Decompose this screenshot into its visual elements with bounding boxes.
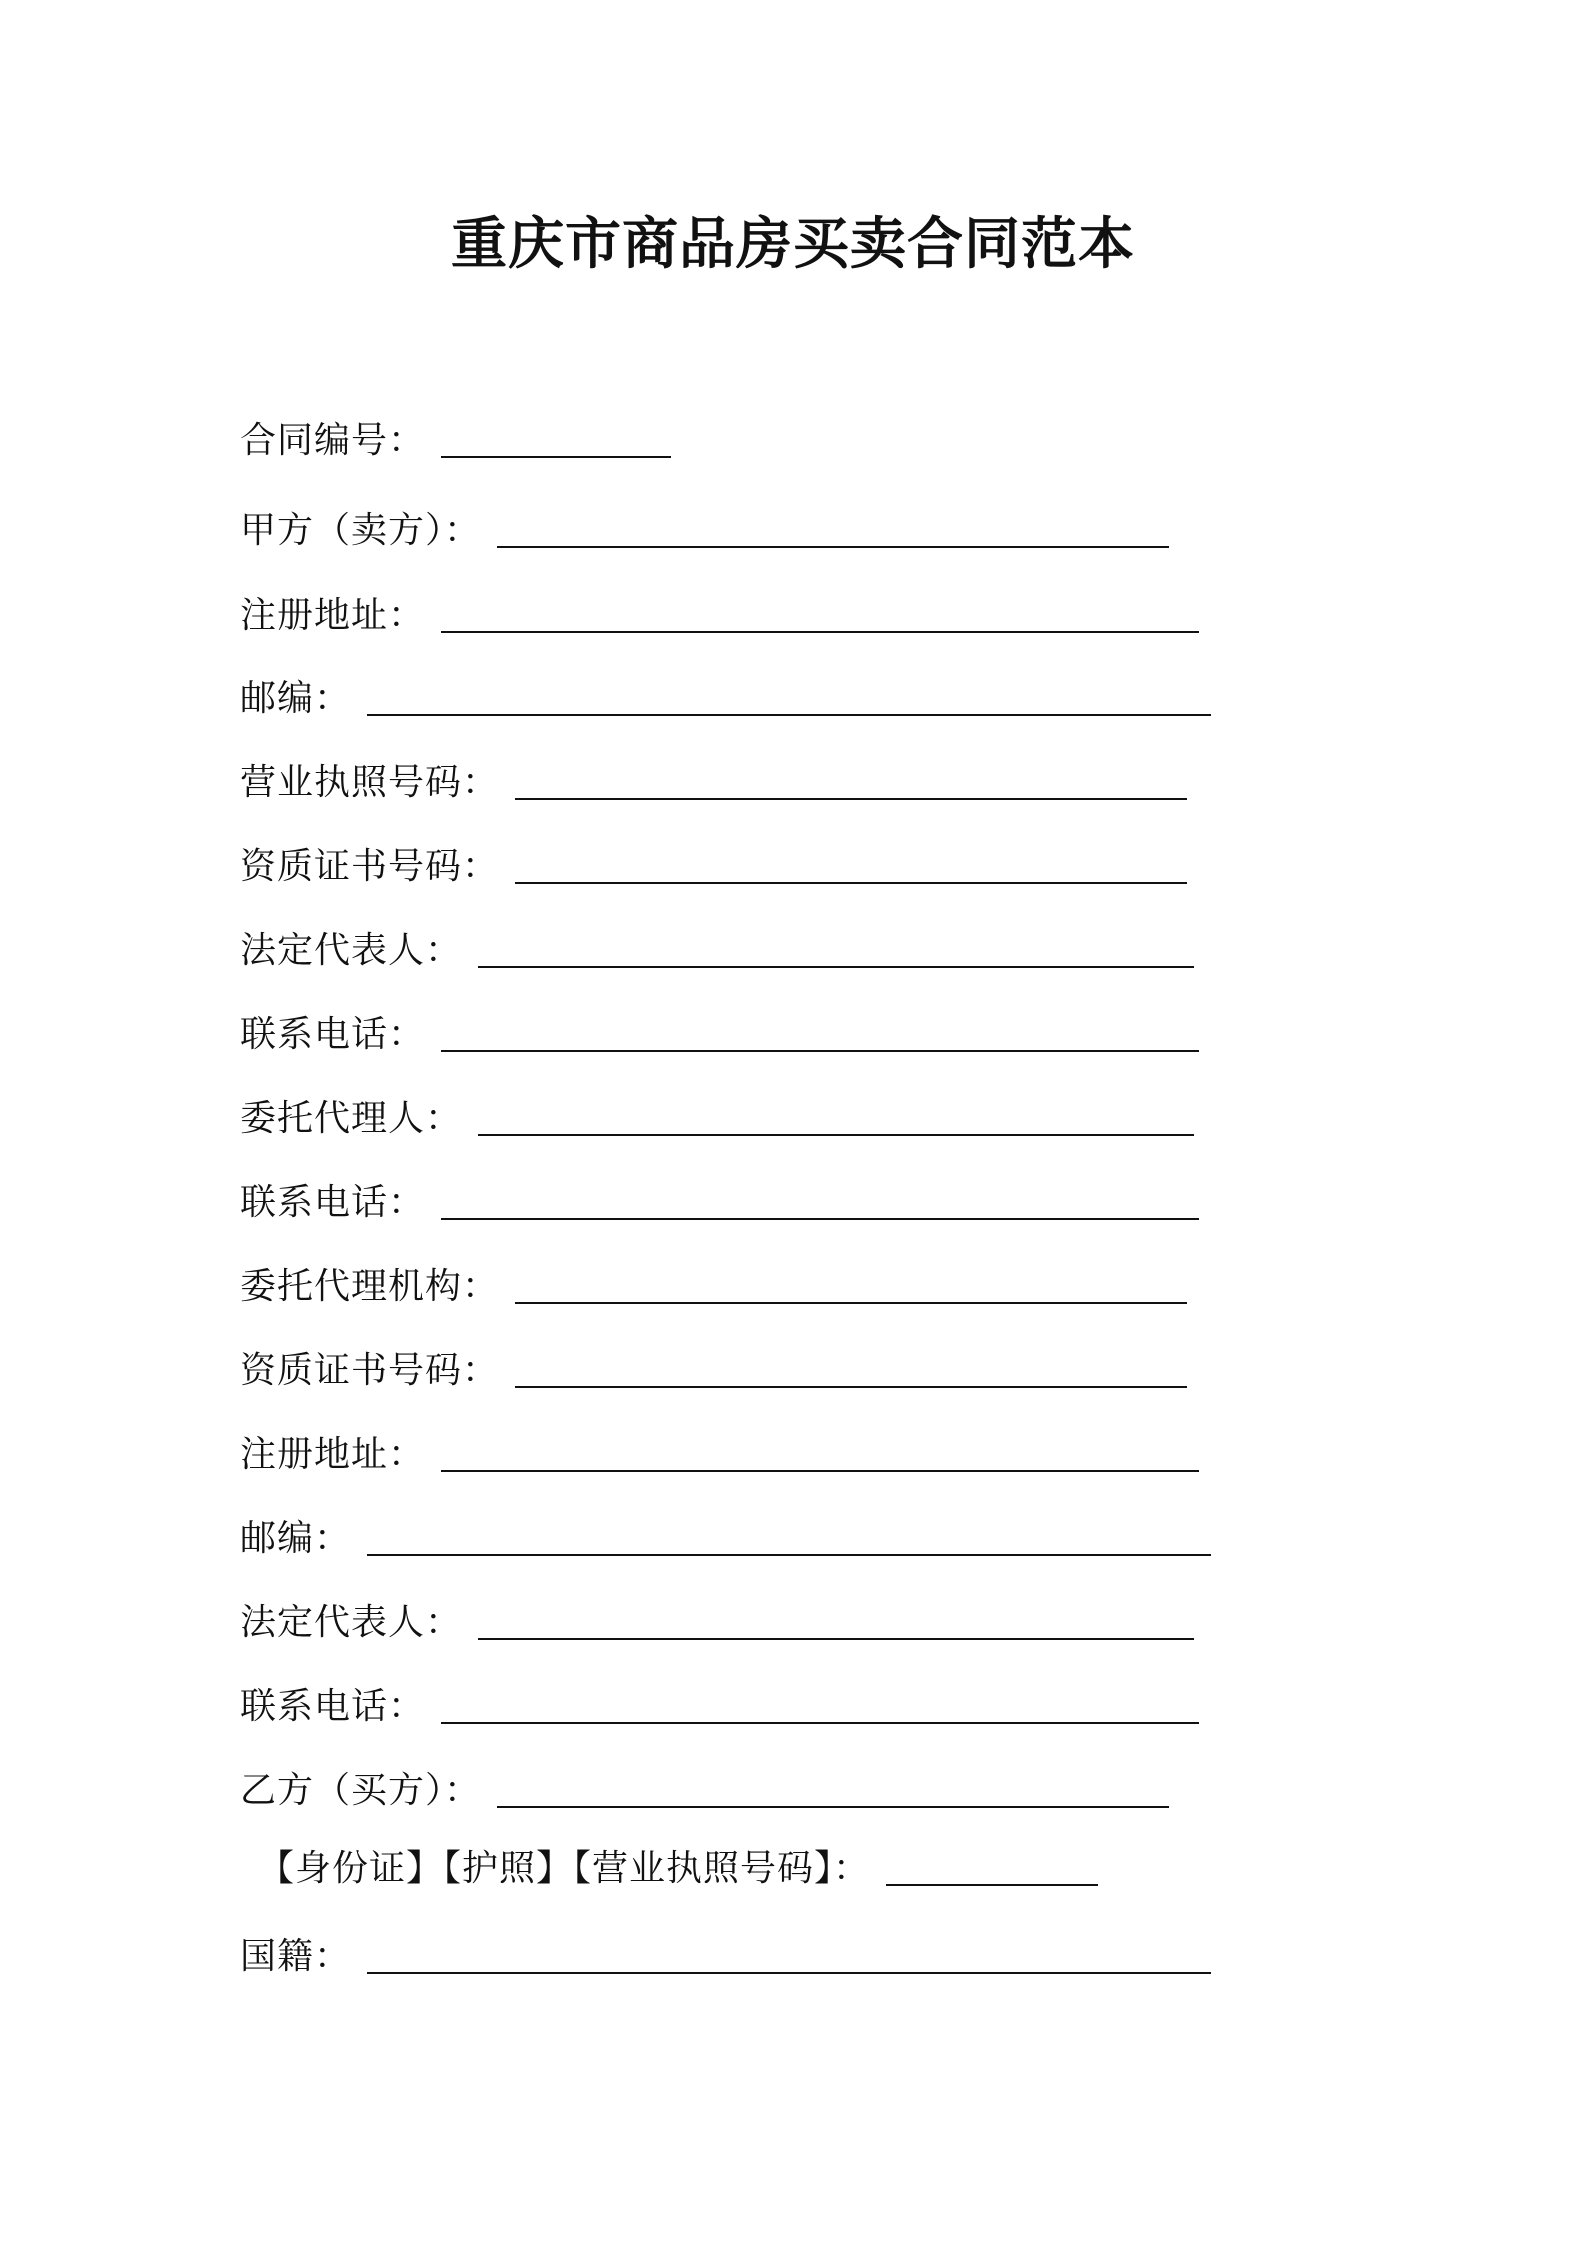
field-legal-representative xyxy=(240,920,1194,976)
field-authorized-agent xyxy=(240,1088,1194,1144)
field-label: 注册地址： xyxy=(240,595,426,636)
field-party-b-buyer xyxy=(240,1760,1169,1816)
blank-line xyxy=(515,1386,1187,1388)
blank-line xyxy=(515,798,1187,800)
field-contact-phone xyxy=(240,1004,1199,1060)
field-label: 营业执照号码： xyxy=(240,762,500,803)
field-agency-organization xyxy=(240,1256,1187,1312)
blank-line xyxy=(441,631,1199,633)
blank-line xyxy=(478,1638,1194,1640)
blank-line xyxy=(478,966,1194,968)
field-id-document-number xyxy=(240,1838,1098,1894)
field-registered-address xyxy=(240,585,1199,641)
field-label: 乙方（买方）： xyxy=(240,1770,482,1811)
field-agency-postcode xyxy=(240,1508,1211,1564)
field-label: 邮编： xyxy=(240,1518,352,1559)
blank-line xyxy=(441,1050,1199,1052)
blank-line xyxy=(497,1806,1169,1808)
field-agency-qualification-number xyxy=(240,1340,1187,1396)
field-postcode xyxy=(240,668,1211,724)
field-label: 委托代理人： xyxy=(240,1098,463,1139)
field-label: 资质证书号码： xyxy=(240,1350,500,1391)
field-business-license-number xyxy=(240,752,1187,808)
blank-line xyxy=(886,1884,1098,1886)
field-agency-contact-phone xyxy=(240,1676,1199,1732)
field-label: 联系电话： xyxy=(240,1182,426,1223)
field-label: 甲方（卖方）： xyxy=(240,510,482,551)
field-label: 注册地址： xyxy=(240,1434,426,1475)
field-label: 法定代表人： xyxy=(240,930,463,971)
blank-line xyxy=(497,546,1169,548)
field-agency-legal-representative xyxy=(240,1592,1194,1648)
field-contract-number xyxy=(240,410,671,466)
field-agent-contact-phone xyxy=(240,1172,1199,1228)
field-label: 法定代表人： xyxy=(240,1602,463,1643)
field-label: 资质证书号码： xyxy=(240,846,500,887)
document-title: 重庆市商品房买卖合同范本 xyxy=(451,212,1135,277)
field-label: 国籍： xyxy=(240,1936,352,1977)
field-qualification-certificate-number xyxy=(240,836,1187,892)
blank-line xyxy=(367,714,1211,716)
field-label: 【身份证】【护照】【营业执照号码】： xyxy=(258,1848,871,1889)
blank-line xyxy=(515,882,1187,884)
field-nationality xyxy=(240,1926,1211,1982)
field-label: 联系电话： xyxy=(240,1686,426,1727)
blank-line xyxy=(441,456,671,458)
field-label: 联系电话： xyxy=(240,1014,426,1055)
blank-line xyxy=(367,1554,1211,1556)
blank-line xyxy=(515,1302,1187,1304)
blank-line xyxy=(441,1722,1199,1724)
field-agency-registered-address xyxy=(240,1424,1199,1480)
blank-line xyxy=(367,1972,1211,1974)
field-label: 合同编号： xyxy=(240,420,426,461)
blank-line xyxy=(441,1470,1199,1472)
field-label: 邮编： xyxy=(240,678,352,719)
blank-line xyxy=(441,1218,1199,1220)
field-label: 委托代理机构： xyxy=(240,1266,500,1307)
field-party-a-seller xyxy=(240,500,1169,556)
contract-field-list xyxy=(240,0,1350,2244)
blank-line xyxy=(478,1134,1194,1136)
